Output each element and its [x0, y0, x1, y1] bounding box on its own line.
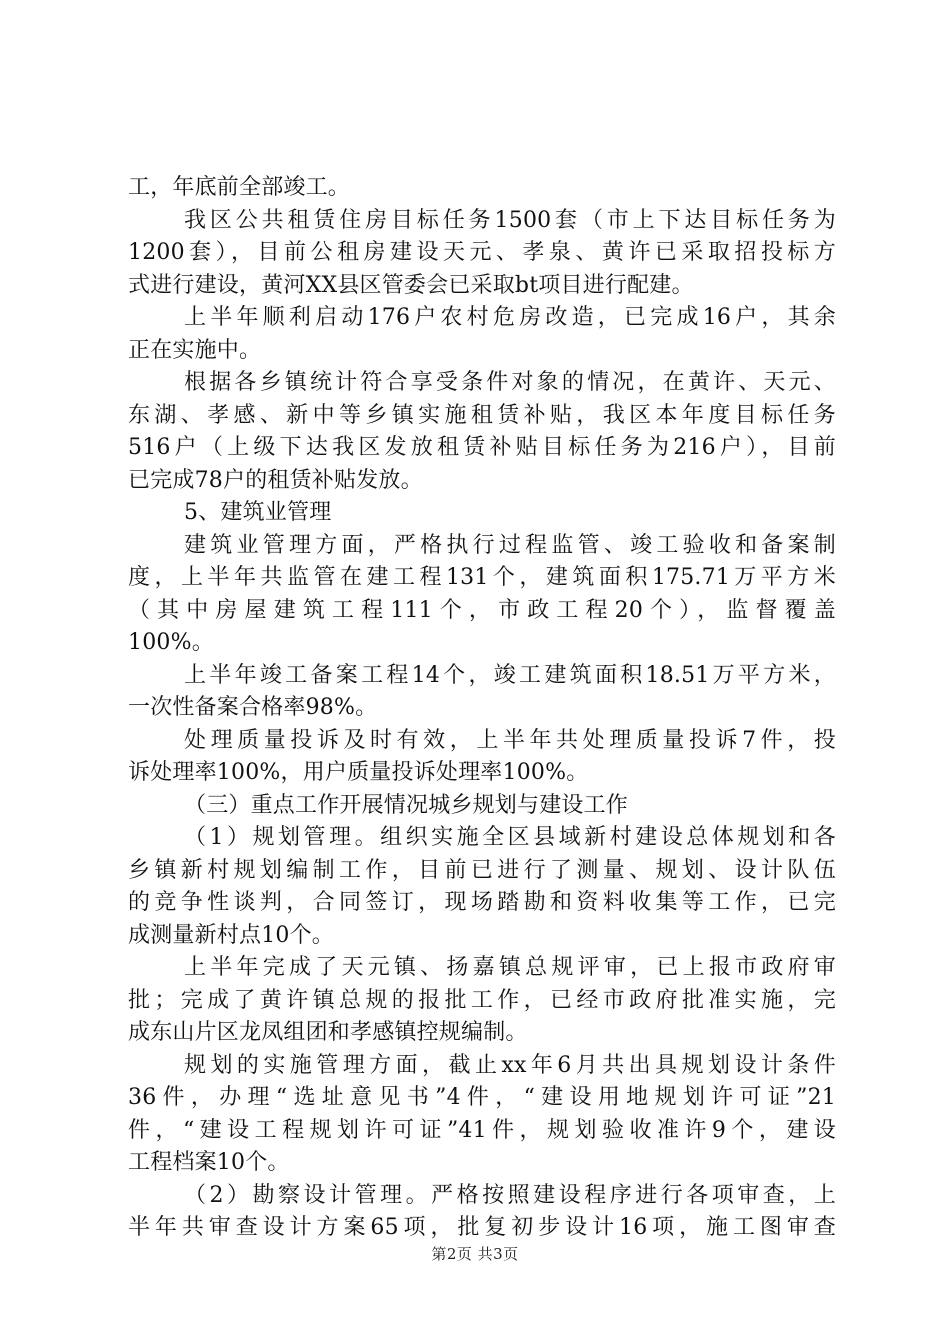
text-line: 已完成78户的租赁补贴发放。 — [128, 467, 423, 493]
document-body — [128, 172, 836, 1245]
text-line: 成东山片区龙凤组团和孝感镇控规编制。 — [128, 1020, 528, 1045]
text-line: 度，上半年共监管在建工程131个，建筑面积175.71万平方米 — [128, 565, 836, 590]
text-line: 1200套），目前公租房建设天元、孝泉、黄许已采取招投标方 — [128, 240, 836, 265]
text-line: 成测量新村点10个。 — [128, 922, 334, 948]
text-line: （其中房屋建筑工程111个，市政工程20个），监督覆盖 — [128, 597, 836, 623]
text-line: 式进行建设，黄河XX县区管委会已采取bt项目进行配建。 — [128, 272, 694, 298]
text-line: 36件，办理“选址意见书”4件，“建设用地规划许可证”21 — [128, 1085, 836, 1110]
text-line: （2）勘察设计管理。严格按照建设程序进行各项审查，上 — [184, 1182, 836, 1208]
text-line: 上半年完成了天元镇、扬嘉镇总规评审，已上报市政府审 — [184, 955, 836, 980]
text-line: 处理质量投诉及时有效，上半年共处理质量投诉7件，投 — [184, 727, 836, 753]
page-footer: 第2页 共3页 — [431, 1245, 519, 1263]
text-line: 一次性备案合格率98%。 — [128, 695, 378, 720]
text-line: 工，年底前全部竣工。 — [128, 175, 351, 200]
text-line: 516户（上级下达我区发放租赁补贴目标任务为216户），目前 — [128, 435, 836, 460]
text-line: 我区公共租赁住房目标任务1500套（市上下达目标任务为 — [184, 207, 836, 233]
text-line: 正在实施中。 — [128, 337, 262, 363]
text-line: 规划的实施管理方面，截止xx年6月共出具规划设计条件 — [184, 1052, 836, 1078]
text-line: 批；完成了黄许镇总规的报批工作，已经市政府批准实施，完 — [128, 987, 836, 1013]
text-line: 工程档案10个。 — [128, 1150, 290, 1175]
text-line: 100%。 — [128, 630, 214, 655]
text-line: （三）重点工作开展情况城乡规划与建设工作 — [184, 792, 629, 818]
text-line: 上半年竣工备案工程14个，竣工建筑面积18.51万平方米， — [184, 662, 836, 688]
text-line: 东湖、孝感、新中等乡镇实施租赁补贴，我区本年度目标任务 — [128, 402, 836, 428]
text-line: 的竞争性谈判，合同签订，现场踏勘和资料收集等工作，已完 — [128, 890, 836, 915]
text-line: 建筑业管理方面，严格执行过程监管、竣工验收和备案制 — [184, 532, 836, 558]
text-line: 诉处理率100%，用户质量投诉处理率100%。 — [128, 760, 589, 785]
text-line: 上半年顺利启动176户农村危房改造，已完成16户，其余 — [184, 305, 836, 330]
text-line: 半年共审查设计方案65项，批复初步设计16项，施工图审查 — [128, 1215, 836, 1240]
text-line: 件，“建设工程规划许可证”41件，规划验收准许9个，建设 — [128, 1117, 836, 1143]
text-line: （1）规划管理。组织实施全区县域新村建设总体规划和各 — [184, 825, 836, 850]
text-line: 根据各乡镇统计符合享受条件对象的情况，在黄许、天元、 — [184, 370, 836, 395]
text-line: 乡镇新村规划编制工作，目前已进行了测量、规划、设计队伍 — [128, 857, 836, 883]
text-line: 5、建筑业管理 — [184, 500, 332, 525]
